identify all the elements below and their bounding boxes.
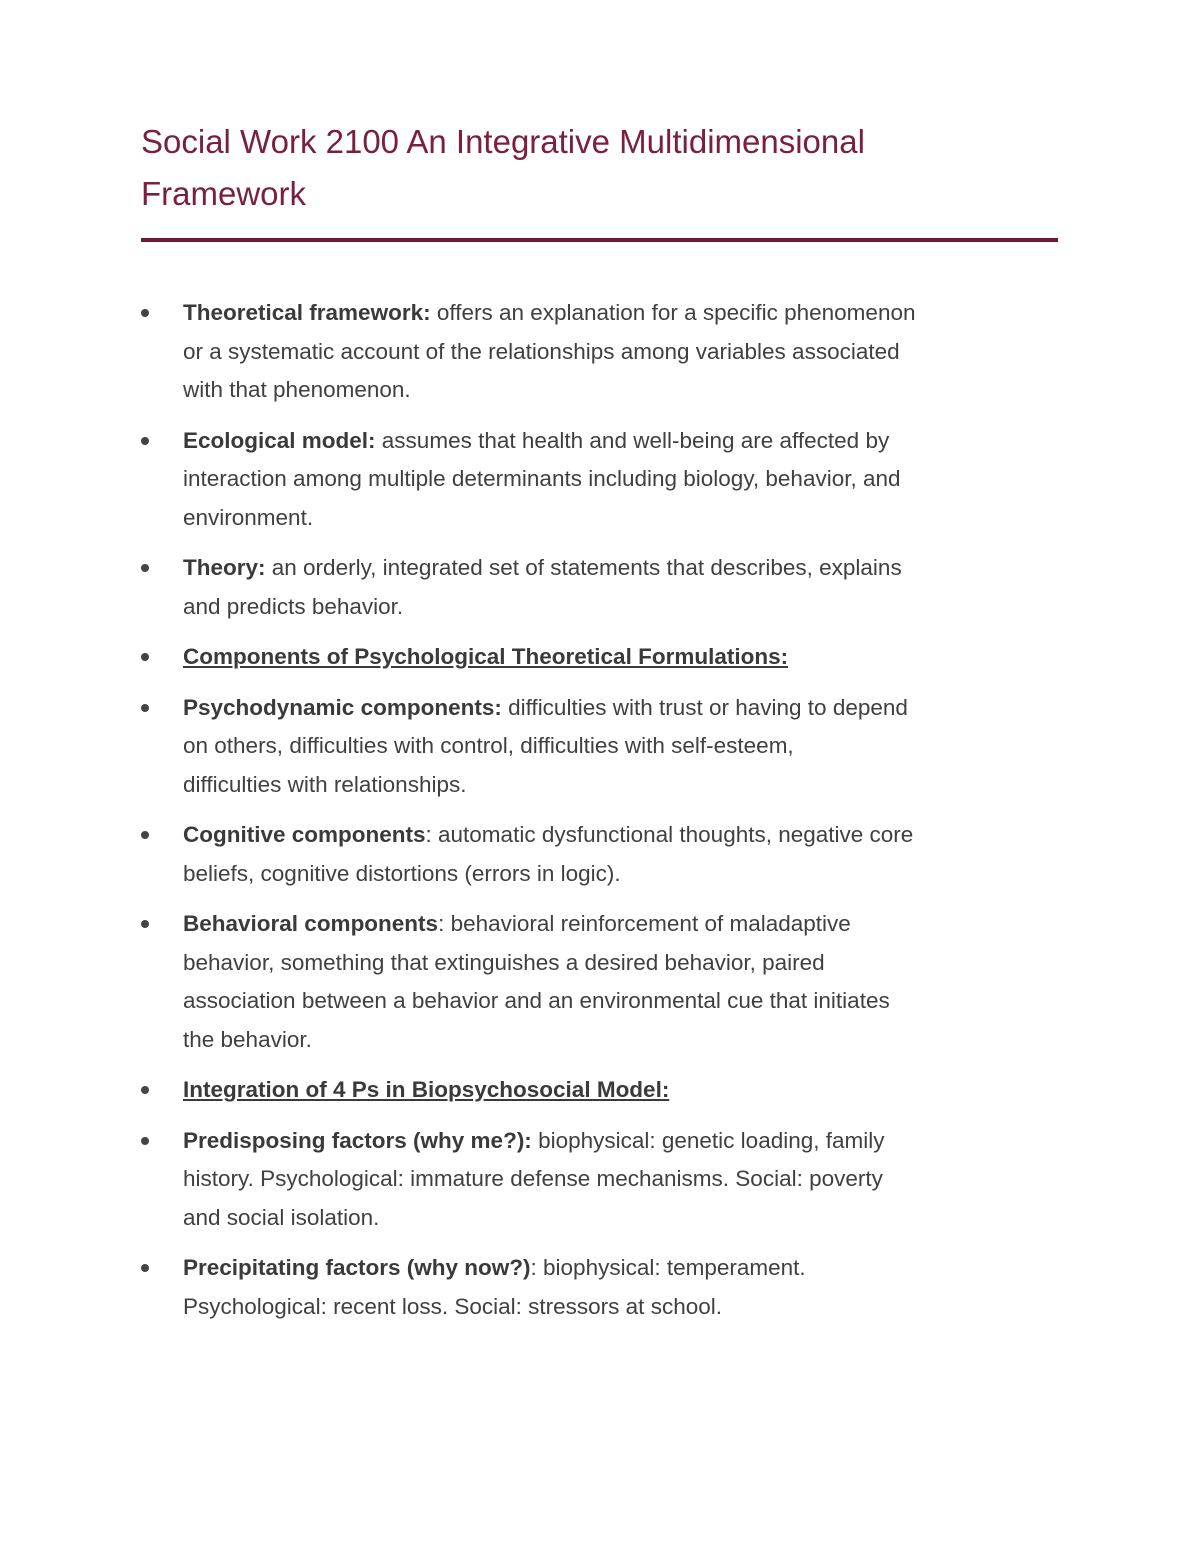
list-item xyxy=(141,905,1071,1059)
item-line: and predicts behavior. xyxy=(183,593,404,619)
item-first-line xyxy=(183,1122,1071,1161)
item-term: Psychodynamic components: xyxy=(183,694,502,720)
item-line: with that phenomenon. xyxy=(183,377,411,402)
item-first-line xyxy=(183,549,1071,588)
item-line: or a systematic account of the relationships among variables associated xyxy=(183,338,900,364)
item-first-line xyxy=(183,638,1071,677)
item-term: Cognitive components xyxy=(183,822,426,847)
bullet-icon xyxy=(141,564,149,572)
title-divider xyxy=(141,238,1058,242)
item-line: beliefs, cognitive distortions (errors in logic). xyxy=(183,860,621,886)
item-text: difficulties with trust or having to depend xyxy=(501,694,908,720)
item-first-line xyxy=(183,905,1071,944)
item-text: offers an explanation for a specific phenomenon xyxy=(430,300,916,325)
item-first-line xyxy=(183,689,1071,728)
item-line: on others, difficulties with control, difficulties with self-esteem, xyxy=(183,733,794,758)
list-item xyxy=(141,1249,1071,1326)
bullet-icon xyxy=(141,309,149,317)
item-text: an orderly, integrated set of statements that describes, explains xyxy=(265,555,902,580)
item-line: Psychological: recent loss. Social: stressors at school. xyxy=(183,1293,722,1319)
item-first-line xyxy=(183,294,1071,333)
item-line: environment. xyxy=(183,504,314,530)
list-item xyxy=(141,1122,1071,1238)
bullet-icon xyxy=(141,1264,149,1272)
item-text: : behavioral reinforcement of maladaptive xyxy=(438,911,851,936)
item-first-line xyxy=(183,1249,1071,1288)
item-line: difficulties with relationships. xyxy=(183,771,467,797)
title-line: Social Work 2100 An Integrative Multidimensional xyxy=(141,123,865,160)
item-term: Theoretical framework: xyxy=(183,300,431,325)
list-item xyxy=(141,422,1071,538)
bullet-list xyxy=(141,294,1071,1338)
bullet-icon xyxy=(141,1086,149,1094)
list-item xyxy=(141,689,1071,805)
item-line: and social isolation. xyxy=(183,1204,380,1230)
bullet-icon xyxy=(141,653,149,661)
bullet-icon xyxy=(141,1137,149,1145)
list-item xyxy=(141,549,1071,626)
bullet-icon xyxy=(141,437,149,445)
item-text: : biophysical: temperament. xyxy=(530,1255,806,1280)
list-item xyxy=(141,638,1071,677)
item-term: Predisposing factors (why me?): xyxy=(183,1127,532,1153)
item-line: behavior, something that extinguishes a desired behavior, paired xyxy=(183,949,825,975)
item-term: Theory: xyxy=(183,555,266,580)
item-text: biophysical: genetic loading, family xyxy=(531,1127,885,1153)
bullet-icon xyxy=(141,831,149,839)
document-title xyxy=(141,116,1081,220)
list-item xyxy=(141,1071,1071,1110)
item-first-line xyxy=(183,816,1071,855)
item-text: assumes that health and well-being are affected by xyxy=(375,427,890,453)
item-term: Precipitating factors (why now?) xyxy=(183,1255,531,1280)
bullet-icon xyxy=(141,920,149,928)
item-term: Integration of 4 Ps in Biopsychosocial Model: xyxy=(183,1077,670,1102)
list-item xyxy=(141,816,1071,893)
title-line: Framework xyxy=(141,175,307,212)
item-term: Ecological model: xyxy=(183,427,376,453)
list-item xyxy=(141,294,1071,410)
item-line: the behavior. xyxy=(183,1026,312,1052)
item-term: Components of Psychological Theoretical Formulations: xyxy=(183,644,789,669)
item-term: Behavioral components xyxy=(183,911,439,936)
item-line: association between a behavior and an environmental cue that initiates xyxy=(183,988,890,1013)
bullet-icon xyxy=(141,704,149,712)
item-text: : automatic dysfunctional thoughts, negative core xyxy=(425,822,914,847)
item-first-line xyxy=(183,1071,1071,1110)
item-line: history. Psychological: immature defense mechanisms. Social: poverty xyxy=(183,1166,883,1191)
item-line: interaction among multiple determinants including biology, behavior, and xyxy=(183,466,901,491)
item-first-line xyxy=(183,422,1071,461)
